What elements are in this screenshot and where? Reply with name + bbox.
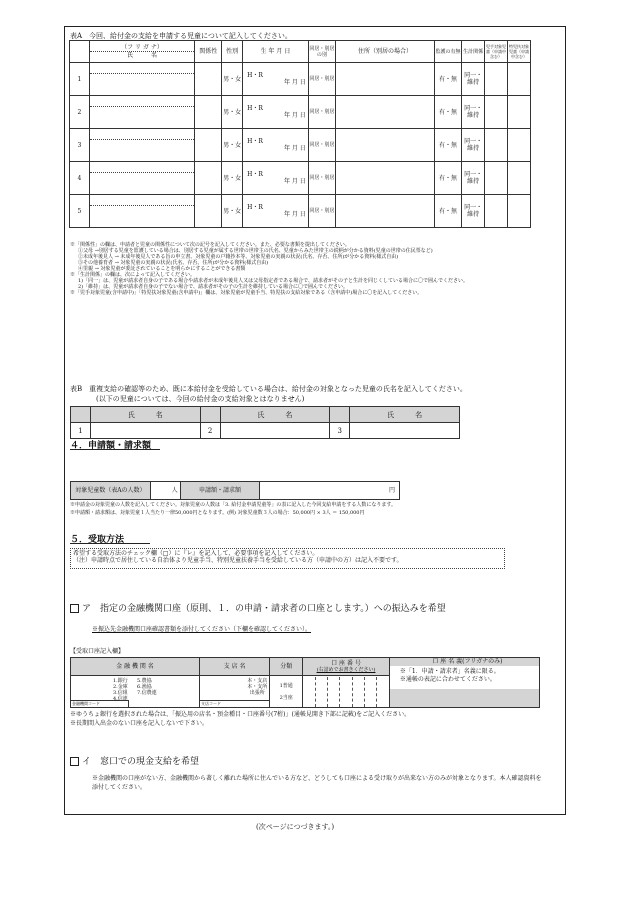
class-current: 2当座: [279, 694, 293, 701]
bank-code: 金融機関コード: [71, 700, 129, 707]
custody-field[interactable]: 有・無: [435, 129, 462, 162]
address-field[interactable]: [335, 129, 434, 162]
section-4-note-2: ※申請額・請求額は、対象児童１人当たり一律50,000円となります。(例) 対象児童数３人の場合：50,000円 × 3人 ＝ 150,000円: [70, 510, 365, 516]
table-b-num-2: 2: [200, 423, 220, 439]
account-table: [70, 657, 540, 708]
livelihood-field[interactable]: 同一・維持: [462, 195, 485, 228]
child-count-unit: 人: [171, 487, 178, 494]
section-5-title: ５．受取方法: [70, 535, 125, 545]
branch-code: 支店コード: [200, 700, 269, 707]
option-b-label: イ 窓口での現金支給を希望: [82, 757, 200, 767]
option-b-note: ※金融機関の口座がない方、金融機関から著しく離れた場所に住んでいる方など、どうしても口座による受け取りが出来ない方のみが対象となります。本人確認資料を添付してください。: [92, 775, 542, 791]
livelihood-field[interactable]: 同一・維持: [462, 162, 485, 195]
section-4-note-1: ※申請金の対象児童の人数を記入してください。対象児童の人数は「3. 給付金申請児童等」の表に記入した今回支給申請をする人数になります。: [70, 502, 396, 508]
livelihood-field[interactable]: 同一・維持: [462, 129, 485, 162]
table-a-row: [70, 162, 531, 195]
table-b-header-1: 氏 名: [90, 407, 200, 423]
branch-types: 本・支店 本・支所 出張所: [247, 678, 268, 696]
table-a-title: 表A 今回、給付金の支給を申請する児童について記入してください。: [70, 32, 292, 40]
cohab-field[interactable]: 同居・別居: [308, 195, 335, 228]
branch-field[interactable]: [199, 676, 269, 708]
birth-field[interactable]: H・R 年 月 日: [243, 162, 309, 195]
row-number: 1: [70, 63, 90, 96]
relation-field[interactable]: [195, 162, 222, 195]
acctno-digit[interactable]: [377, 677, 388, 707]
class-field[interactable]: [270, 676, 303, 708]
birth-field[interactable]: H・R 年 月 日: [243, 96, 309, 129]
col-cohab: 同居・別居の別: [308, 41, 335, 63]
row-number: 4: [70, 162, 90, 195]
child-name-field[interactable]: [89, 129, 194, 162]
acctno-header: 口 座 番 号 (右詰めでお書きください): [303, 658, 390, 676]
child-allow-field[interactable]: [485, 195, 508, 228]
address-field[interactable]: [335, 96, 434, 129]
relation-field[interactable]: [195, 63, 222, 96]
account-title: 【受取口座記入欄】: [70, 648, 125, 655]
table-b-name-2[interactable]: [220, 423, 330, 439]
table-b-num-3: 3: [330, 423, 350, 439]
child-allow-field[interactable]: [485, 96, 508, 129]
child-allow-field[interactable]: [485, 162, 508, 195]
row-number: 5: [70, 195, 90, 228]
cohab-field[interactable]: 同居・別居: [308, 96, 335, 129]
bank-types-col2: 5.農協 6.漁協 7.信農連: [137, 678, 157, 696]
class-header: 分類: [270, 658, 303, 676]
section-5-rule: [70, 543, 150, 544]
acctno-digit[interactable]: [365, 677, 377, 707]
table-b-name-1[interactable]: [90, 423, 200, 439]
table-b-title: 表B 重複支給の確認等のため、既に本給付金を受給している場合は、給付金の対象となった児童の氏名を記入してください。: [70, 385, 467, 393]
relation-field[interactable]: [195, 129, 222, 162]
post-note-1: ※ゆうちょ銀行を選択された場合は、「振込用の店名・預金種目・口座番号(7桁)」(通帳見開き下部に記載)をご記入ください。: [70, 711, 411, 718]
col-address: 住所（別居の場合）: [335, 41, 434, 63]
acctno-digit[interactable]: [353, 677, 365, 707]
livelihood-field[interactable]: 同一・維持: [462, 63, 485, 96]
option-a-label: ア 指定の金融機関口座（原則、１．の申請・請求者の口座とします。）への振込みを希望: [82, 604, 446, 614]
special-allow-field[interactable]: [507, 96, 530, 129]
table-a-note: 2)「維持」は、児童が請求者自身の子でない場合で、請求者がその子の生計を維持している場合に〇で囲んでください。: [78, 284, 349, 290]
birth-field[interactable]: H・R 年 月 日: [243, 195, 309, 228]
option-b: [70, 754, 199, 767]
option-b-checkbox[interactable]: [70, 757, 79, 766]
acctno-digit[interactable]: [340, 677, 352, 707]
child-count-label: 対象児童数（表Aの人数）: [71, 482, 151, 500]
address-field[interactable]: [335, 162, 434, 195]
bank-types-col1: 1.銀行 2.金庫 3.信組 4.信連: [113, 678, 128, 702]
amount-label: 申請額・請求額: [180, 482, 260, 500]
table-b-subtitle: (以下の児童については、今回の給付金の支給対象とはなりません): [96, 395, 305, 403]
table-b-num-1: 1: [71, 423, 91, 439]
col-special-allow: 特児扶対象児童（申請中含む）: [507, 41, 530, 63]
table-a-note: ③その他養育者 → 対象児童の実親の状況(氏名、存否、住所)が分かる資料(様式自由): [78, 260, 269, 266]
footer-continue: (次ページにつづきます。): [256, 823, 335, 831]
option-a-note: ※振込先金融機関口座確認書類を添付してください（下欄を確認してください）。: [92, 626, 312, 633]
col-custody: 監護の有無: [435, 41, 462, 63]
section-4-rule: [70, 449, 160, 450]
class-normal: 1普通: [279, 682, 293, 689]
sex-field[interactable]: 男・女: [222, 63, 243, 96]
table-a-note: ※「児手対象児童(含申請中)」「特児扶対象児童(含申請中)」欄は、対象児童が児童手当、特児扶の支給対象である（含申請中)場合に〇を記入してください。: [70, 290, 423, 296]
birth-field[interactable]: H・R 年 月 日: [243, 63, 309, 96]
table-b-header-2: 氏 名: [220, 407, 330, 423]
child-name-field[interactable]: [89, 195, 194, 228]
table-a: [69, 40, 531, 228]
branch-header: 支 店 名: [199, 658, 269, 676]
livelihood-field[interactable]: 同一・維持: [462, 96, 485, 129]
acctno-digit[interactable]: [316, 677, 328, 707]
relation-field[interactable]: [195, 96, 222, 129]
table-a-note: ①父母 →別居する児童を監護している場合は、別居する児童が属する世帯の世帯主の氏名、児童からみた世帯主の続柄が分かる資料(児童の世帯の住民票など): [78, 248, 433, 254]
acctno-field[interactable]: [303, 676, 390, 708]
child-count-field[interactable]: [150, 482, 180, 500]
col-birth: 生 年 月 日: [243, 41, 309, 63]
table-a-note: ※「関係性」の欄は、申請者と児童の関係性について次の記号を記入してください。また、必要な書類を提出してください。: [70, 242, 350, 248]
custody-field[interactable]: 有・無: [435, 162, 462, 195]
custody-field[interactable]: 有・無: [435, 63, 462, 96]
table-a-row: [70, 129, 531, 162]
post-note-2: ※長期間入出金のない口座を記入しないで下さい。: [70, 720, 209, 727]
row-number: 3: [70, 129, 90, 162]
col-no: [70, 41, 90, 63]
child-allow-field[interactable]: [485, 63, 508, 96]
table-b-name-3[interactable]: [350, 423, 460, 439]
section-5-instructions: [70, 548, 505, 569]
birth-field[interactable]: H・R 年 月 日: [243, 129, 309, 162]
holder-notes: ※「1．申請・請求者」名義に限る。 ※通帳の表記に合わせてください。: [390, 666, 539, 689]
sex-field[interactable]: 男・女: [222, 162, 243, 195]
col-name: （フ リ ガ ナ） 氏 名: [89, 41, 194, 63]
holder-cell[interactable]: [389, 658, 539, 708]
col-sex: 性別: [222, 41, 243, 63]
address-field[interactable]: [335, 63, 434, 96]
special-allow-field[interactable]: [507, 162, 530, 195]
sex-field[interactable]: 男・女: [222, 129, 243, 162]
holder-header: 口 座 名 義(フリガナのみ): [432, 658, 503, 665]
child-allow-field[interactable]: [485, 129, 508, 162]
table-a-note: ※「生計関係」の欄は、次によって記入してください。: [70, 272, 196, 278]
child-name-field[interactable]: [89, 96, 194, 129]
table-a-notes: [70, 242, 560, 296]
special-allow-field[interactable]: [507, 129, 530, 162]
col-relation: 関係性: [195, 41, 222, 63]
custody-field[interactable]: 有・無: [435, 195, 462, 228]
special-allow-field[interactable]: [507, 195, 530, 228]
col-livelihood: 生計関係: [462, 41, 485, 63]
table-a-note: ④里親 → 対象児童が委託されていることを明らかにすることができる書類: [78, 266, 246, 272]
amount-table: [70, 481, 400, 500]
sex-field[interactable]: 男・女: [222, 195, 243, 228]
sex-field[interactable]: 男・女: [222, 96, 243, 129]
address-field[interactable]: [335, 195, 434, 228]
cohab-field[interactable]: 同居・別居: [308, 162, 335, 195]
acctno-digit[interactable]: [328, 677, 340, 707]
table-a-note: ②未成年後見人 → 未成年後見人である旨の申立書、対象児童の戸籍抄本等、対象児童の実親の状況(氏名、存否、住所)が分かる資料(様式自由): [78, 254, 399, 260]
table-b: [70, 406, 460, 439]
child-name-field[interactable]: [89, 63, 194, 96]
table-b-header-3: 氏 名: [350, 407, 460, 423]
custody-field[interactable]: 有・無: [435, 96, 462, 129]
section-5-line-1: 希望する受取方法のチェック欄（□）に『レ』を記入して、必要事項を記入してください。: [73, 550, 319, 557]
amount-field[interactable]: [260, 482, 400, 500]
amount-unit: 円: [388, 487, 395, 494]
relation-field[interactable]: [195, 195, 222, 228]
special-allow-field[interactable]: [507, 63, 530, 96]
cohab-field[interactable]: 同居・別居: [308, 63, 335, 96]
table-a-row: [70, 195, 531, 228]
child-name-field[interactable]: [89, 162, 194, 195]
bank-field[interactable]: [71, 676, 200, 708]
table-a-row: [70, 96, 531, 129]
section-4-title: ４．申請額・請求額: [70, 441, 152, 451]
acctno-digit[interactable]: [303, 677, 315, 707]
table-a-note: 1)「同一」は、児童が請求者自身の子である場合や請求者が未成年後見人又は父母指定者である場合で、請求者がその子と生計を同じくしている場合に〇で囲んでください。: [78, 278, 469, 284]
col-child-allow: 児手対象児童（申請中含む）: [485, 41, 508, 63]
section-5-line-2: （注）申請時点で居住している自治体より児童手当、特別児童扶養手当を受給している方（申請中の方）は記入不要です。: [73, 557, 403, 564]
option-a-checkbox[interactable]: [70, 604, 79, 613]
row-number: 2: [70, 96, 90, 129]
cohab-field[interactable]: 同居・別居: [308, 129, 335, 162]
bank-header: 金 融 機 関 名: [71, 658, 200, 676]
option-a: [70, 601, 446, 614]
table-a-row: [70, 63, 531, 96]
